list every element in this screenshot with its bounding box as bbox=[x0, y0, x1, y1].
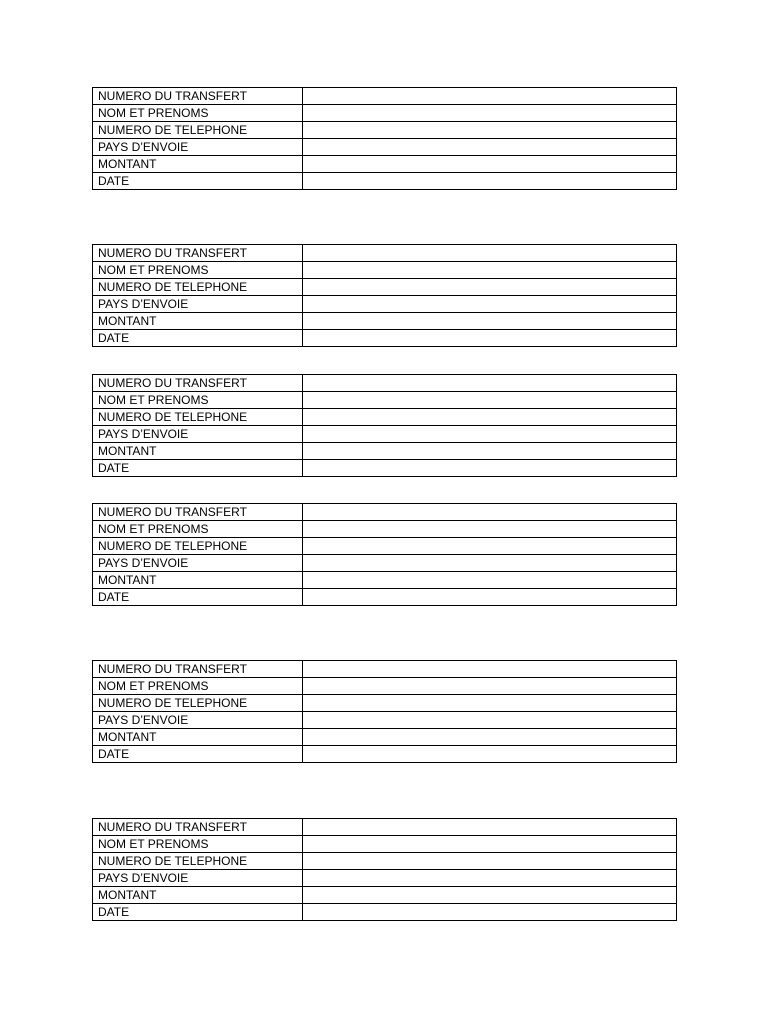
table-row bbox=[93, 678, 677, 695]
field-label-full-name: NOM ET PRENOMS bbox=[93, 392, 303, 409]
transfer-form-table bbox=[92, 374, 677, 477]
field-label-date: DATE bbox=[93, 173, 303, 190]
table-row bbox=[93, 887, 677, 904]
table-row bbox=[93, 375, 677, 392]
field-value-sending-country[interactable] bbox=[303, 296, 677, 313]
field-value-sending-country[interactable] bbox=[303, 712, 677, 729]
field-value-transfer-number[interactable] bbox=[303, 819, 677, 836]
table-row bbox=[93, 460, 677, 477]
field-label-phone-number: NUMERO DE TELEPHONE bbox=[93, 853, 303, 870]
table-row bbox=[93, 409, 677, 426]
table-row bbox=[93, 695, 677, 712]
field-label-sending-country: PAYS D’ENVOIE bbox=[93, 426, 303, 443]
field-label-phone-number: NUMERO DE TELEPHONE bbox=[93, 409, 303, 426]
field-value-phone-number[interactable] bbox=[303, 122, 677, 139]
field-value-sending-country[interactable] bbox=[303, 139, 677, 156]
field-value-amount[interactable] bbox=[303, 443, 677, 460]
field-label-full-name: NOM ET PRENOMS bbox=[93, 262, 303, 279]
table-row bbox=[93, 836, 677, 853]
field-value-transfer-number[interactable] bbox=[303, 245, 677, 262]
table-row bbox=[93, 661, 677, 678]
field-value-date[interactable] bbox=[303, 746, 677, 763]
table-row bbox=[93, 853, 677, 870]
table-row bbox=[93, 819, 677, 836]
transfer-form-table bbox=[92, 660, 677, 763]
field-label-sending-country: PAYS D’ENVOIE bbox=[93, 555, 303, 572]
field-value-date[interactable] bbox=[303, 589, 677, 606]
table-row bbox=[93, 504, 677, 521]
field-label-sending-country: PAYS D’ENVOIE bbox=[93, 712, 303, 729]
field-value-date[interactable] bbox=[303, 460, 677, 477]
table-row bbox=[93, 105, 677, 122]
field-value-date[interactable] bbox=[303, 173, 677, 190]
field-label-date: DATE bbox=[93, 330, 303, 347]
field-label-phone-number: NUMERO DE TELEPHONE bbox=[93, 538, 303, 555]
table-row bbox=[93, 538, 677, 555]
table-row bbox=[93, 296, 677, 313]
field-value-date[interactable] bbox=[303, 904, 677, 921]
field-label-phone-number: NUMERO DE TELEPHONE bbox=[93, 695, 303, 712]
table-row bbox=[93, 279, 677, 296]
table-row bbox=[93, 572, 677, 589]
field-label-full-name: NOM ET PRENOMS bbox=[93, 105, 303, 122]
field-value-phone-number[interactable] bbox=[303, 409, 677, 426]
field-value-amount[interactable] bbox=[303, 313, 677, 330]
field-value-phone-number[interactable] bbox=[303, 695, 677, 712]
field-value-full-name[interactable] bbox=[303, 105, 677, 122]
table-row bbox=[93, 262, 677, 279]
field-label-sending-country: PAYS D’ENVOIE bbox=[93, 296, 303, 313]
field-label-amount: MONTANT bbox=[93, 729, 303, 746]
table-row bbox=[93, 729, 677, 746]
table-row bbox=[93, 392, 677, 409]
field-label-date: DATE bbox=[93, 589, 303, 606]
table-row bbox=[93, 870, 677, 887]
field-label-transfer-number: NUMERO DU TRANSFERT bbox=[93, 504, 303, 521]
field-value-amount[interactable] bbox=[303, 572, 677, 589]
field-label-transfer-number: NUMERO DU TRANSFERT bbox=[93, 375, 303, 392]
table-row bbox=[93, 173, 677, 190]
table-row bbox=[93, 156, 677, 173]
field-label-sending-country: PAYS D’ENVOIE bbox=[93, 139, 303, 156]
field-value-transfer-number[interactable] bbox=[303, 375, 677, 392]
field-value-phone-number[interactable] bbox=[303, 538, 677, 555]
table-row bbox=[93, 443, 677, 460]
field-value-sending-country[interactable] bbox=[303, 555, 677, 572]
transfer-form-table bbox=[92, 818, 677, 921]
table-row bbox=[93, 88, 677, 105]
field-label-amount: MONTANT bbox=[93, 313, 303, 330]
table-row bbox=[93, 139, 677, 156]
field-label-transfer-number: NUMERO DU TRANSFERT bbox=[93, 661, 303, 678]
field-label-amount: MONTANT bbox=[93, 572, 303, 589]
field-label-phone-number: NUMERO DE TELEPHONE bbox=[93, 122, 303, 139]
field-value-full-name[interactable] bbox=[303, 836, 677, 853]
field-value-full-name[interactable] bbox=[303, 262, 677, 279]
field-value-sending-country[interactable] bbox=[303, 426, 677, 443]
table-row bbox=[93, 521, 677, 538]
field-label-transfer-number: NUMERO DU TRANSFERT bbox=[93, 88, 303, 105]
table-row bbox=[93, 746, 677, 763]
table-row bbox=[93, 555, 677, 572]
field-label-amount: MONTANT bbox=[93, 443, 303, 460]
field-label-transfer-number: NUMERO DU TRANSFERT bbox=[93, 819, 303, 836]
field-value-transfer-number[interactable] bbox=[303, 504, 677, 521]
field-value-phone-number[interactable] bbox=[303, 853, 677, 870]
table-row bbox=[93, 426, 677, 443]
transfer-form-table bbox=[92, 503, 677, 606]
field-value-phone-number[interactable] bbox=[303, 279, 677, 296]
field-value-amount[interactable] bbox=[303, 729, 677, 746]
field-label-full-name: NOM ET PRENOMS bbox=[93, 836, 303, 853]
field-label-phone-number: NUMERO DE TELEPHONE bbox=[93, 279, 303, 296]
field-value-full-name[interactable] bbox=[303, 392, 677, 409]
field-value-date[interactable] bbox=[303, 330, 677, 347]
field-label-amount: MONTANT bbox=[93, 887, 303, 904]
table-row bbox=[93, 904, 677, 921]
field-value-transfer-number[interactable] bbox=[303, 88, 677, 105]
field-value-amount[interactable] bbox=[303, 156, 677, 173]
field-label-full-name: NOM ET PRENOMS bbox=[93, 678, 303, 695]
field-label-date: DATE bbox=[93, 460, 303, 477]
field-label-sending-country: PAYS D’ENVOIE bbox=[93, 870, 303, 887]
field-label-full-name: NOM ET PRENOMS bbox=[93, 521, 303, 538]
field-label-date: DATE bbox=[93, 746, 303, 763]
table-row bbox=[93, 330, 677, 347]
table-row bbox=[93, 245, 677, 262]
field-value-transfer-number[interactable] bbox=[303, 661, 677, 678]
table-row bbox=[93, 122, 677, 139]
field-label-transfer-number: NUMERO DU TRANSFERT bbox=[93, 245, 303, 262]
field-value-full-name[interactable] bbox=[303, 678, 677, 695]
transfer-form-table bbox=[92, 244, 677, 347]
table-row bbox=[93, 313, 677, 330]
transfer-form-table bbox=[92, 87, 677, 190]
table-row bbox=[93, 589, 677, 606]
table-row bbox=[93, 712, 677, 729]
field-value-amount[interactable] bbox=[303, 887, 677, 904]
field-value-sending-country[interactable] bbox=[303, 870, 677, 887]
field-value-full-name[interactable] bbox=[303, 521, 677, 538]
field-label-date: DATE bbox=[93, 904, 303, 921]
field-label-amount: MONTANT bbox=[93, 156, 303, 173]
